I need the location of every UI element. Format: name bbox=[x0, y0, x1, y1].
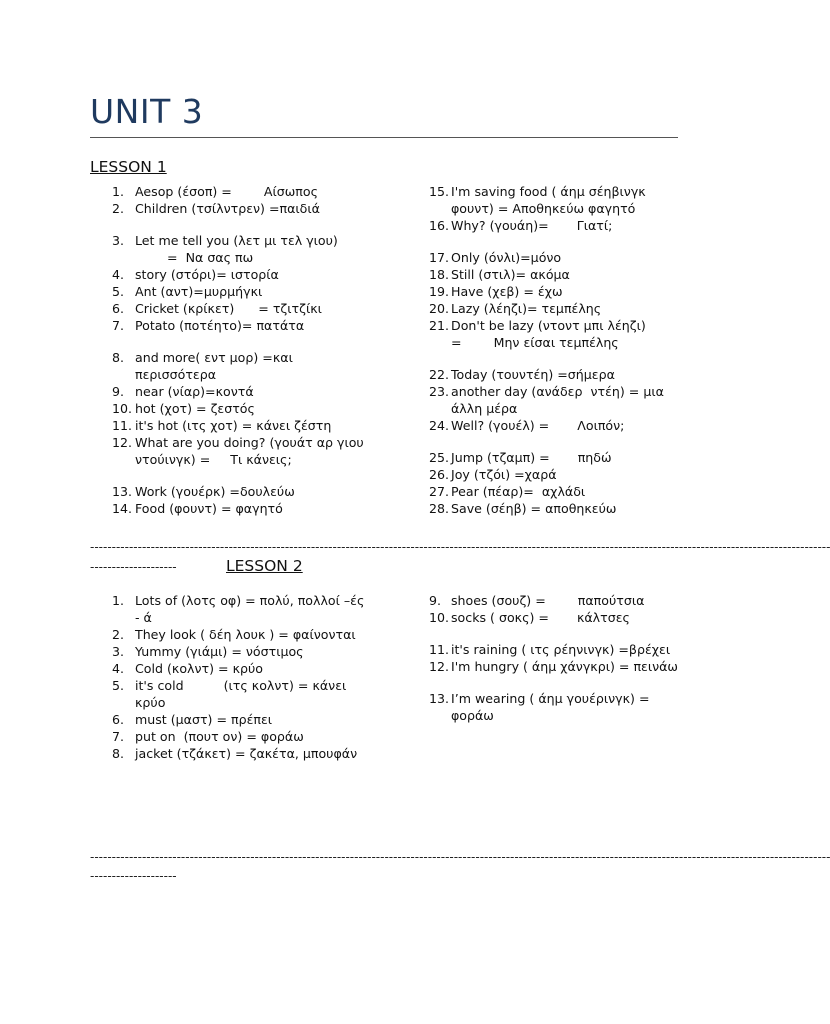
item-number: 2. bbox=[112, 627, 125, 642]
item-number: 14. bbox=[112, 501, 133, 516]
item-number: 25. bbox=[429, 450, 450, 465]
vocab-item bbox=[90, 711, 370, 728]
item-number: 21. bbox=[429, 318, 450, 333]
item-number: 26. bbox=[429, 467, 450, 482]
vocab-item bbox=[429, 641, 684, 658]
divider-line: --------------------------------------------------------------------------------------------------------------------------------------------------------------------------- bbox=[90, 540, 830, 554]
item-number: 6. bbox=[112, 301, 125, 316]
item-text: socks ( σοκς) = κάλτσες bbox=[451, 610, 630, 625]
vocab-item bbox=[90, 232, 370, 266]
item-text: it's hot (ιτς χοτ) = κάνει ζέστη bbox=[135, 418, 332, 433]
vocab-item bbox=[90, 483, 370, 500]
item-number: 17. bbox=[429, 250, 450, 265]
vocab-item bbox=[90, 643, 370, 660]
item-number: 3. bbox=[112, 644, 125, 659]
item-text: it's raining ( ιτς ρέηνινγκ) =βρέχει bbox=[451, 642, 671, 657]
vocab-item bbox=[90, 745, 370, 762]
item-text: What are you doing? (γουάτ αρ γιου ντούινγκ) = Τι κάνεις; bbox=[135, 435, 368, 467]
item-number: 7. bbox=[112, 318, 125, 333]
item-text: Jump (τζαμπ) = πηδώ bbox=[451, 450, 612, 465]
item-text: Cold (κολντ) = κρύο bbox=[135, 661, 263, 676]
item-number: 27. bbox=[429, 484, 450, 499]
item-text: Well? (γουέλ) = Λοιπόν; bbox=[451, 418, 625, 433]
item-text: I'm saving food ( άημ σέηβινγκ φουντ) = Αποθηκεύω φαγητό bbox=[451, 184, 650, 216]
title-rule bbox=[90, 137, 678, 138]
item-text: Don't be lazy (ντοντ μπι λέηζι) = Μην είσαι τεμπέλης bbox=[451, 318, 646, 350]
divider-line-bottom: --------------------------------------------------------------------------------------------------------------------------------------------------------------------------- bbox=[90, 850, 830, 864]
vocab-item bbox=[429, 449, 684, 466]
vocab-item bbox=[90, 383, 370, 400]
vocab-item bbox=[429, 300, 684, 317]
item-number: 28. bbox=[429, 501, 450, 516]
item-number: 12. bbox=[112, 435, 133, 450]
item-number: 4. bbox=[112, 661, 125, 676]
vocab-item bbox=[90, 434, 370, 468]
vocab-item bbox=[90, 728, 370, 745]
item-text: near (νίαρ)=κοντά bbox=[135, 384, 254, 399]
vocab-item bbox=[90, 300, 370, 317]
item-number: 5. bbox=[112, 284, 125, 299]
item-text: Children (τσίλντρεν) =παιδιά bbox=[135, 201, 320, 216]
divider-line-bottom-tail: -------------------- bbox=[90, 869, 177, 883]
item-text: Only (όνλι)=μόνο bbox=[451, 250, 562, 265]
item-text: Work (γουέρκ) =δουλεύω bbox=[135, 484, 295, 499]
unit-title: UNIT 3 bbox=[90, 92, 204, 131]
item-number: 15. bbox=[429, 184, 450, 199]
item-text: I’m wearing ( άημ γουέρινγκ) = φοράω bbox=[451, 691, 654, 723]
item-text: Lazy (λέηζι)= τεμπέλης bbox=[451, 301, 602, 316]
vocab-item bbox=[429, 466, 684, 483]
item-text: I'm hungry ( άημ χάνγκρι) = πεινάω bbox=[451, 659, 678, 674]
vocab-item bbox=[429, 500, 684, 517]
item-number: 10. bbox=[429, 610, 450, 625]
item-text: shoes (σουζ) = παπούτσια bbox=[451, 593, 645, 608]
item-number: 10. bbox=[112, 401, 133, 416]
item-number: 7. bbox=[112, 729, 125, 744]
vocab-item bbox=[90, 283, 370, 300]
item-text: Aesop (έσοπ) = Αίσωπος bbox=[135, 184, 318, 199]
item-number: 6. bbox=[112, 712, 125, 727]
item-text: Potato (ποτέητο)= πατάτα bbox=[135, 318, 305, 333]
vocab-item bbox=[90, 183, 370, 200]
vocab-item bbox=[90, 266, 370, 283]
item-text: They look ( δέη λουκ ) = φαίνονται bbox=[135, 627, 356, 642]
item-number: 1. bbox=[112, 593, 125, 608]
item-number: 18. bbox=[429, 267, 450, 282]
lesson1-left-list bbox=[90, 183, 370, 517]
item-text: must (μαστ) = πρέπει bbox=[135, 712, 273, 727]
item-number: 16. bbox=[429, 218, 450, 233]
item-number: 24. bbox=[429, 418, 450, 433]
vocab-item bbox=[429, 249, 684, 266]
item-number: 8. bbox=[112, 350, 125, 365]
vocab-item bbox=[429, 283, 684, 300]
vocab-item bbox=[90, 200, 370, 217]
item-text: Let me tell you (λετ μι τελ γιου) = Να σας πω bbox=[135, 233, 338, 265]
item-text: and more( εντ μορ) =και περισσότερα bbox=[135, 350, 297, 382]
vocab-item bbox=[429, 417, 684, 434]
item-number: 19. bbox=[429, 284, 450, 299]
item-text: Yummy (γιάμι) = νόστιμος bbox=[135, 644, 304, 659]
vocab-item bbox=[429, 592, 684, 609]
item-text: jacket (τζάκετ) = ζακέτα, μπουφάν bbox=[135, 746, 358, 761]
vocab-item bbox=[429, 317, 684, 351]
item-text: Joy (τζόι) =χαρά bbox=[451, 467, 557, 482]
item-text: Save (σέηβ) = αποθηκεύω bbox=[451, 501, 617, 516]
item-text: Food (φουντ) = φαγητό bbox=[135, 501, 283, 516]
item-text: story (στόρι)= ιστορία bbox=[135, 267, 279, 282]
divider-line-tail: -------------------- bbox=[90, 560, 177, 574]
lesson2-heading: LESSON 2 bbox=[226, 557, 303, 575]
lesson1-heading: LESSON 1 bbox=[90, 158, 167, 176]
vocab-item bbox=[429, 266, 684, 283]
item-number: 9. bbox=[429, 593, 442, 608]
item-number: 3. bbox=[112, 233, 125, 248]
item-number: 12. bbox=[429, 659, 450, 674]
item-number: 5. bbox=[112, 678, 125, 693]
lesson1-right-list bbox=[429, 183, 684, 517]
vocab-item bbox=[429, 658, 684, 675]
vocab-item bbox=[90, 677, 370, 711]
vocab-item bbox=[90, 317, 370, 334]
vocab-item bbox=[90, 626, 370, 643]
vocab-item bbox=[429, 690, 684, 724]
item-text: Lots of (λοτς οφ) = πολύ, πολλοί –ές - ά bbox=[135, 593, 369, 625]
item-text: it's cold (ιτς κολντ) = κάνει κρύο bbox=[135, 678, 351, 710]
item-text: put on (πουτ ον) = φοράω bbox=[135, 729, 304, 744]
vocab-item bbox=[429, 383, 684, 417]
item-number: 22. bbox=[429, 367, 450, 382]
item-number: 4. bbox=[112, 267, 125, 282]
item-text: Still (στιλ)= ακόμα bbox=[451, 267, 570, 282]
item-number: 13. bbox=[112, 484, 133, 499]
item-number: 9. bbox=[112, 384, 125, 399]
vocab-item bbox=[429, 183, 684, 217]
item-number: 11. bbox=[112, 418, 133, 433]
vocab-item bbox=[429, 609, 684, 626]
item-text: another day (ανάδερ ντέη) = μια άλλη μέρα bbox=[451, 384, 668, 416]
vocab-item bbox=[429, 217, 684, 234]
item-text: Why? (γουάη)= Γιατί; bbox=[451, 218, 613, 233]
vocab-item bbox=[90, 500, 370, 517]
item-text: Pear (πέαρ)= αχλάδι bbox=[451, 484, 586, 499]
item-text: Today (τουντέη) =σήμερα bbox=[451, 367, 615, 382]
item-text: Ant (αντ)=μυρμήγκι bbox=[135, 284, 263, 299]
vocab-item bbox=[429, 366, 684, 383]
vocab-item bbox=[90, 592, 370, 626]
item-number: 23. bbox=[429, 384, 450, 399]
vocab-item bbox=[90, 417, 370, 434]
item-number: 8. bbox=[112, 746, 125, 761]
item-text: Have (χεβ) = έχω bbox=[451, 284, 563, 299]
item-text: hot (χοτ) = ζεστός bbox=[135, 401, 255, 416]
vocab-item bbox=[90, 349, 370, 383]
lesson2-left-list bbox=[90, 592, 370, 762]
vocab-item bbox=[90, 400, 370, 417]
lesson2-right-list bbox=[429, 592, 684, 724]
vocab-item bbox=[429, 483, 684, 500]
item-text: Cricket (κρίκετ) = τζιτζίκι bbox=[135, 301, 322, 316]
item-number: 20. bbox=[429, 301, 450, 316]
item-number: 11. bbox=[429, 642, 450, 657]
item-number: 1. bbox=[112, 184, 125, 199]
item-number: 13. bbox=[429, 691, 450, 706]
item-number: 2. bbox=[112, 201, 125, 216]
vocab-item bbox=[90, 660, 370, 677]
